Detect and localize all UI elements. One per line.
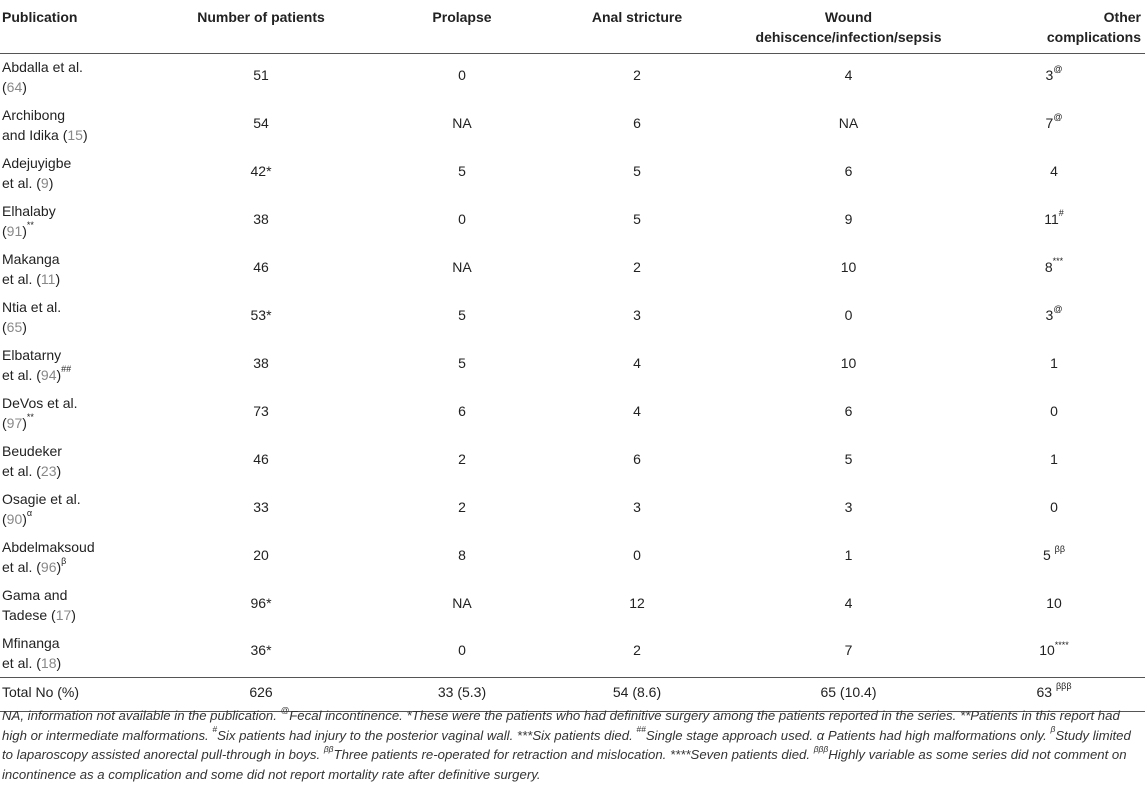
- cell-other: 11#: [1044, 207, 1064, 227]
- table-row: [0, 246, 1145, 294]
- header-patients: Number of patients: [138, 0, 384, 54]
- table-row: [0, 198, 1145, 246]
- total-patients: 626: [138, 678, 384, 712]
- cell-prolapse: 5: [458, 162, 466, 179]
- cell-prolapse: 2: [458, 498, 466, 515]
- table-row: [0, 54, 1145, 102]
- total-wound: 65 (10.4): [734, 678, 963, 712]
- cell-patients: 38: [253, 210, 269, 227]
- cell-stricture: 0: [633, 546, 641, 563]
- cell-publication: Beudeker et al. (23): [2, 442, 62, 479]
- cell-publication: Elhalaby (91)**: [2, 202, 56, 239]
- cell-stricture: 2: [633, 642, 641, 659]
- cell-prolapse: 6: [458, 402, 466, 419]
- table-row: [0, 534, 1145, 582]
- cell-wound: 4: [844, 594, 853, 611]
- cell-publication: Mfinanga et al. (18): [2, 634, 62, 671]
- cell-patients: 53*: [250, 306, 272, 323]
- cell-prolapse: 0: [458, 642, 466, 659]
- cell-stricture: 3: [633, 498, 641, 515]
- table-row: [0, 294, 1145, 342]
- cell-other: 3@: [1045, 64, 1063, 83]
- cell-wound: 7: [844, 642, 853, 659]
- cell-publication: DeVos et al. (97)**: [2, 394, 78, 431]
- cell-stricture: 2: [633, 66, 641, 83]
- cell-other: 7@: [1045, 111, 1063, 131]
- cell-prolapse: 2: [458, 450, 466, 467]
- cell-stricture: 5: [633, 210, 641, 227]
- cell-stricture: 4: [633, 402, 641, 419]
- cell-other: 4: [1050, 162, 1058, 179]
- cell-publication: Makanga et al. (11): [2, 250, 61, 287]
- reference-number: 65: [6, 318, 23, 335]
- cell-other: 1: [1050, 354, 1058, 371]
- table-row: [0, 438, 1145, 486]
- cell-wound: 10: [840, 354, 857, 371]
- cell-publication: Ntia et al. (65): [2, 298, 62, 335]
- table-body: [0, 54, 1145, 712]
- cell-publication: Adejuyigbe et al. (9): [2, 154, 72, 191]
- reference-number: 94: [40, 366, 57, 383]
- cell-publication: Abdelmaksoud et al. $(96)^\beta$: [2, 538, 95, 575]
- cell-stricture: 6: [633, 450, 641, 467]
- reference-number: 90: [6, 510, 23, 527]
- cell-wound: 6: [844, 162, 853, 179]
- cell-patients: 36*: [250, 642, 272, 659]
- cell-prolapse: NA: [452, 594, 472, 611]
- table-header: [0, 0, 1145, 54]
- cell-patients: 38: [253, 354, 269, 371]
- cell-wound: 6: [844, 402, 853, 419]
- header-publication: Publication: [0, 0, 138, 54]
- cell-publication: Archibong and Idika (15): [2, 106, 88, 143]
- cell-wound: 4: [844, 66, 853, 83]
- cell-wound: 5: [844, 450, 853, 467]
- table-row: [0, 390, 1145, 438]
- cell-patients: 20: [253, 546, 269, 563]
- table-row: [0, 630, 1145, 678]
- cell-patients: 42*: [250, 162, 272, 179]
- cell-prolapse: 8: [458, 546, 466, 563]
- cell-stricture: 2: [633, 258, 641, 275]
- cell-publication: Gama and Tadese (17): [2, 586, 76, 623]
- reference-number: 17: [55, 606, 72, 623]
- cell-patients: 51: [253, 66, 269, 83]
- header-other: Other complications: [963, 0, 1145, 54]
- cell-other: 8***: [1044, 255, 1064, 275]
- cell-wound: 3: [844, 498, 853, 515]
- table-row: [0, 342, 1145, 390]
- table-row: [0, 486, 1145, 534]
- cell-stricture: 6: [633, 114, 641, 131]
- cell-stricture: 12: [629, 594, 645, 611]
- reference-number: 97: [6, 414, 23, 431]
- cell-other: 5 $^{\beta\beta}$: [1042, 543, 1066, 563]
- cell-patients: 33: [253, 498, 269, 515]
- cell-patients: 73: [253, 402, 269, 419]
- cell-patients: 46: [253, 258, 269, 275]
- reference-number: 9: [40, 174, 49, 191]
- header-stricture: Anal stricture: [540, 0, 734, 54]
- cell-prolapse: 5: [458, 306, 466, 323]
- cell-other: 1: [1050, 450, 1058, 467]
- total-other: 63 $^{\beta\beta\beta}$: [963, 678, 1145, 712]
- header-prolapse: Prolapse: [384, 0, 540, 54]
- cell-other: 10****: [1039, 639, 1069, 659]
- cell-wound: 10: [840, 258, 857, 275]
- reference-number: 64: [6, 79, 23, 95]
- cell-stricture: 5: [633, 162, 641, 179]
- cell-other: 3@: [1045, 303, 1063, 323]
- cell-wound: 1: [844, 546, 853, 563]
- cell-patients: 54: [253, 114, 269, 131]
- cell-other: 0: [1050, 498, 1058, 515]
- cell-patients: 46: [253, 450, 269, 467]
- cell-patients: 96*: [250, 594, 272, 611]
- header-row: [0, 0, 1145, 54]
- cell-other: 0: [1050, 402, 1058, 419]
- reference-number: 11: [40, 270, 56, 287]
- total-stricture: 54 (8.6): [540, 678, 734, 712]
- header-wound: Wound dehiscence/infection/sepsis: [734, 0, 963, 54]
- table-footnote: NA, information not available in the publication. @Fecal incontinence. *These were the patients who had definitive surgery among the patients reported in the series. **Patients in this report had high or intermediate malformations. #Six patients had injury to the posterior vaginal wall. ***Six patients died. ##Single stage approach used. α Patients had high malformations only. $^\beta$Study limited to laparoscopy assisted anorectal pull-through in boys. $^{\beta\beta}$Three patients re-operated for retraction and mislocation. ****Seven patients died. $^{\beta\beta\beta}$Highly variable as some series did not comment on incontinence as a complication and some did not report mortality rate after definitive surgery.: [2, 704, 1131, 782]
- cell-publication: Osagie et al. $(90)^\alpha$: [2, 490, 81, 527]
- table-row: [0, 102, 1145, 150]
- cell-wound: NA: [838, 114, 859, 131]
- table-row: [0, 150, 1145, 198]
- cell-wound: 0: [844, 306, 853, 323]
- reference-number: 15: [67, 126, 83, 143]
- cell-wound: 9: [844, 210, 853, 227]
- table-row: [0, 582, 1145, 630]
- reference-number: 96: [40, 558, 57, 575]
- reference-number: 23: [40, 462, 57, 479]
- reference-number: 91: [6, 222, 23, 239]
- cell-stricture: 4: [633, 354, 641, 371]
- cell-other: 10: [1046, 594, 1062, 611]
- cell-prolapse: NA: [452, 258, 472, 275]
- cell-prolapse: 0: [458, 66, 466, 83]
- total-prolapse: 33 (5.3): [384, 678, 540, 712]
- reference-number: 18: [40, 654, 57, 671]
- cell-publication: Abdalla et al. (64): [2, 59, 83, 95]
- cell-prolapse: 5: [458, 354, 466, 371]
- cell-prolapse: NA: [452, 114, 472, 131]
- cell-prolapse: 0: [458, 210, 466, 227]
- total-label: Total No (%): [0, 678, 138, 712]
- cell-publication: Elbatarny et al. (94)##: [2, 346, 72, 383]
- cell-stricture: 3: [633, 306, 641, 323]
